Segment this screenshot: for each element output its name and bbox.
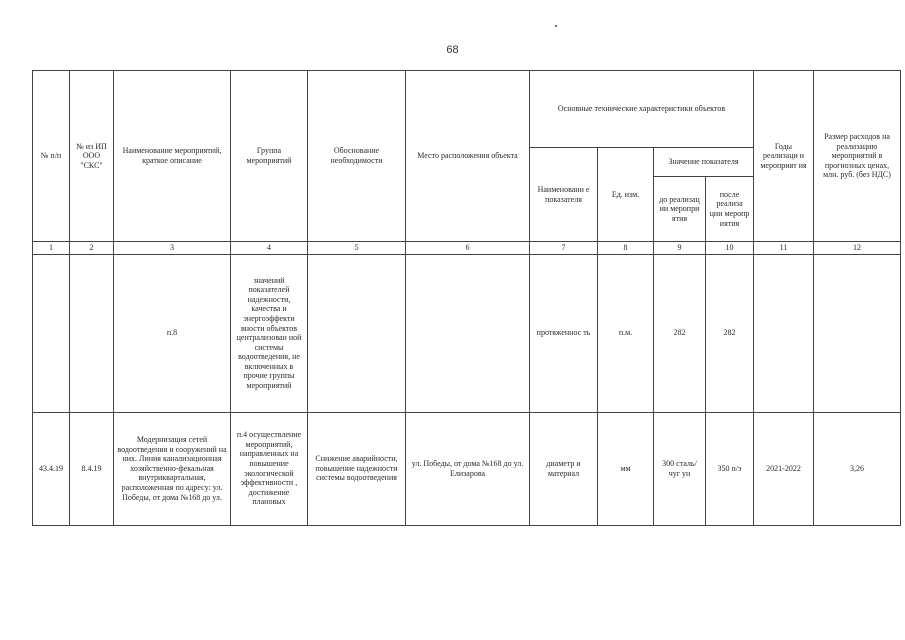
cell-cost (814, 254, 901, 412)
column-number: 2 (70, 242, 114, 255)
header-unit: Ед. изм. (598, 148, 654, 242)
column-number: 3 (114, 242, 231, 255)
cell-value-after: 350 п/э (706, 412, 754, 525)
cell-location (406, 254, 530, 412)
header-before: до реализац ии меропри ятия (654, 177, 706, 242)
cell-indicator-name: диаметр и материал (530, 412, 598, 525)
cell-unit: п.м. (598, 254, 654, 412)
header-cost: Размер расходов на реализацию мероприятий в прогнозных ценах, млн. руб. (без НДС) (814, 71, 901, 242)
header-location: Место расположения объекта (406, 71, 530, 242)
table-row (33, 412, 901, 525)
header-measure-name: Наименование мероприятий, краткое описание (114, 71, 231, 242)
cell-measure-group: п.4 осуществление мероприятий, направленных на повышение экологической эффективности , достижение плановых (231, 412, 308, 525)
scan-speck (555, 25, 557, 27)
table-row (33, 254, 901, 412)
cell-unit: мм (598, 412, 654, 525)
cell-row-number: 43.4.19 (33, 412, 70, 525)
column-number: 9 (654, 242, 706, 255)
header-after: после реализа ции меропр иятия (706, 177, 754, 242)
column-number: 11 (754, 242, 814, 255)
column-number: 8 (598, 242, 654, 255)
column-number-row (33, 242, 901, 255)
column-number: 6 (406, 242, 530, 255)
cell-program-number (70, 254, 114, 412)
cell-indicator-name: протяженнос ть (530, 254, 598, 412)
column-number: 12 (814, 242, 901, 255)
cell-value-after: 282 (706, 254, 754, 412)
header-measure-group: Группа мероприятий (231, 71, 308, 242)
investment-program-table (32, 70, 901, 526)
cell-row-number (33, 254, 70, 412)
header-years: Годы реализаци и мероприят ия (754, 71, 814, 242)
cell-years: 2021-2022 (754, 412, 814, 525)
header-program-number: № из ИП ООО "СКС" (70, 71, 114, 242)
header-indicator-name: Наименовани е показателя (530, 148, 598, 242)
cell-measure-group: значений показателей надежности, качества и энергоэффекти вности объектов централизован ной системы водоотведения, не включенных в прочие группы мероприятий (231, 254, 308, 412)
header-justification: Обоснование необходимости (308, 71, 406, 242)
header-indicator-value: Значение показателя (654, 148, 754, 177)
column-number: 4 (231, 242, 308, 255)
column-number: 7 (530, 242, 598, 255)
column-number: 10 (706, 242, 754, 255)
cell-justification (308, 254, 406, 412)
cell-years (754, 254, 814, 412)
cell-value-before: 300 сталь/чуг ун (654, 412, 706, 525)
cell-measure-name: Модернизация сетей водоотведения и сооружений на них. Линия канализационная хозяйственно-фекальная внутриквартальная, расположенная по адресу: ул. Победы, от дома №168 до ул. (114, 412, 231, 525)
header-main-characteristics: Основные технические характеристики объектов (530, 71, 754, 148)
cell-location: ул. Победы, от дома №168 до ул. Елизарова (406, 412, 530, 525)
cell-value-before: 282 (654, 254, 706, 412)
cell-justification: Снижение аварийности, повышение надежности системы водоотведения (308, 412, 406, 525)
cell-measure-name: п.8 (114, 254, 231, 412)
cell-cost: 3,26 (814, 412, 901, 525)
column-number: 5 (308, 242, 406, 255)
cell-program-number: 8.4.19 (70, 412, 114, 525)
page-number: 68 (446, 44, 459, 56)
header-row-number: № п/п (33, 71, 70, 242)
column-number: 1 (33, 242, 70, 255)
